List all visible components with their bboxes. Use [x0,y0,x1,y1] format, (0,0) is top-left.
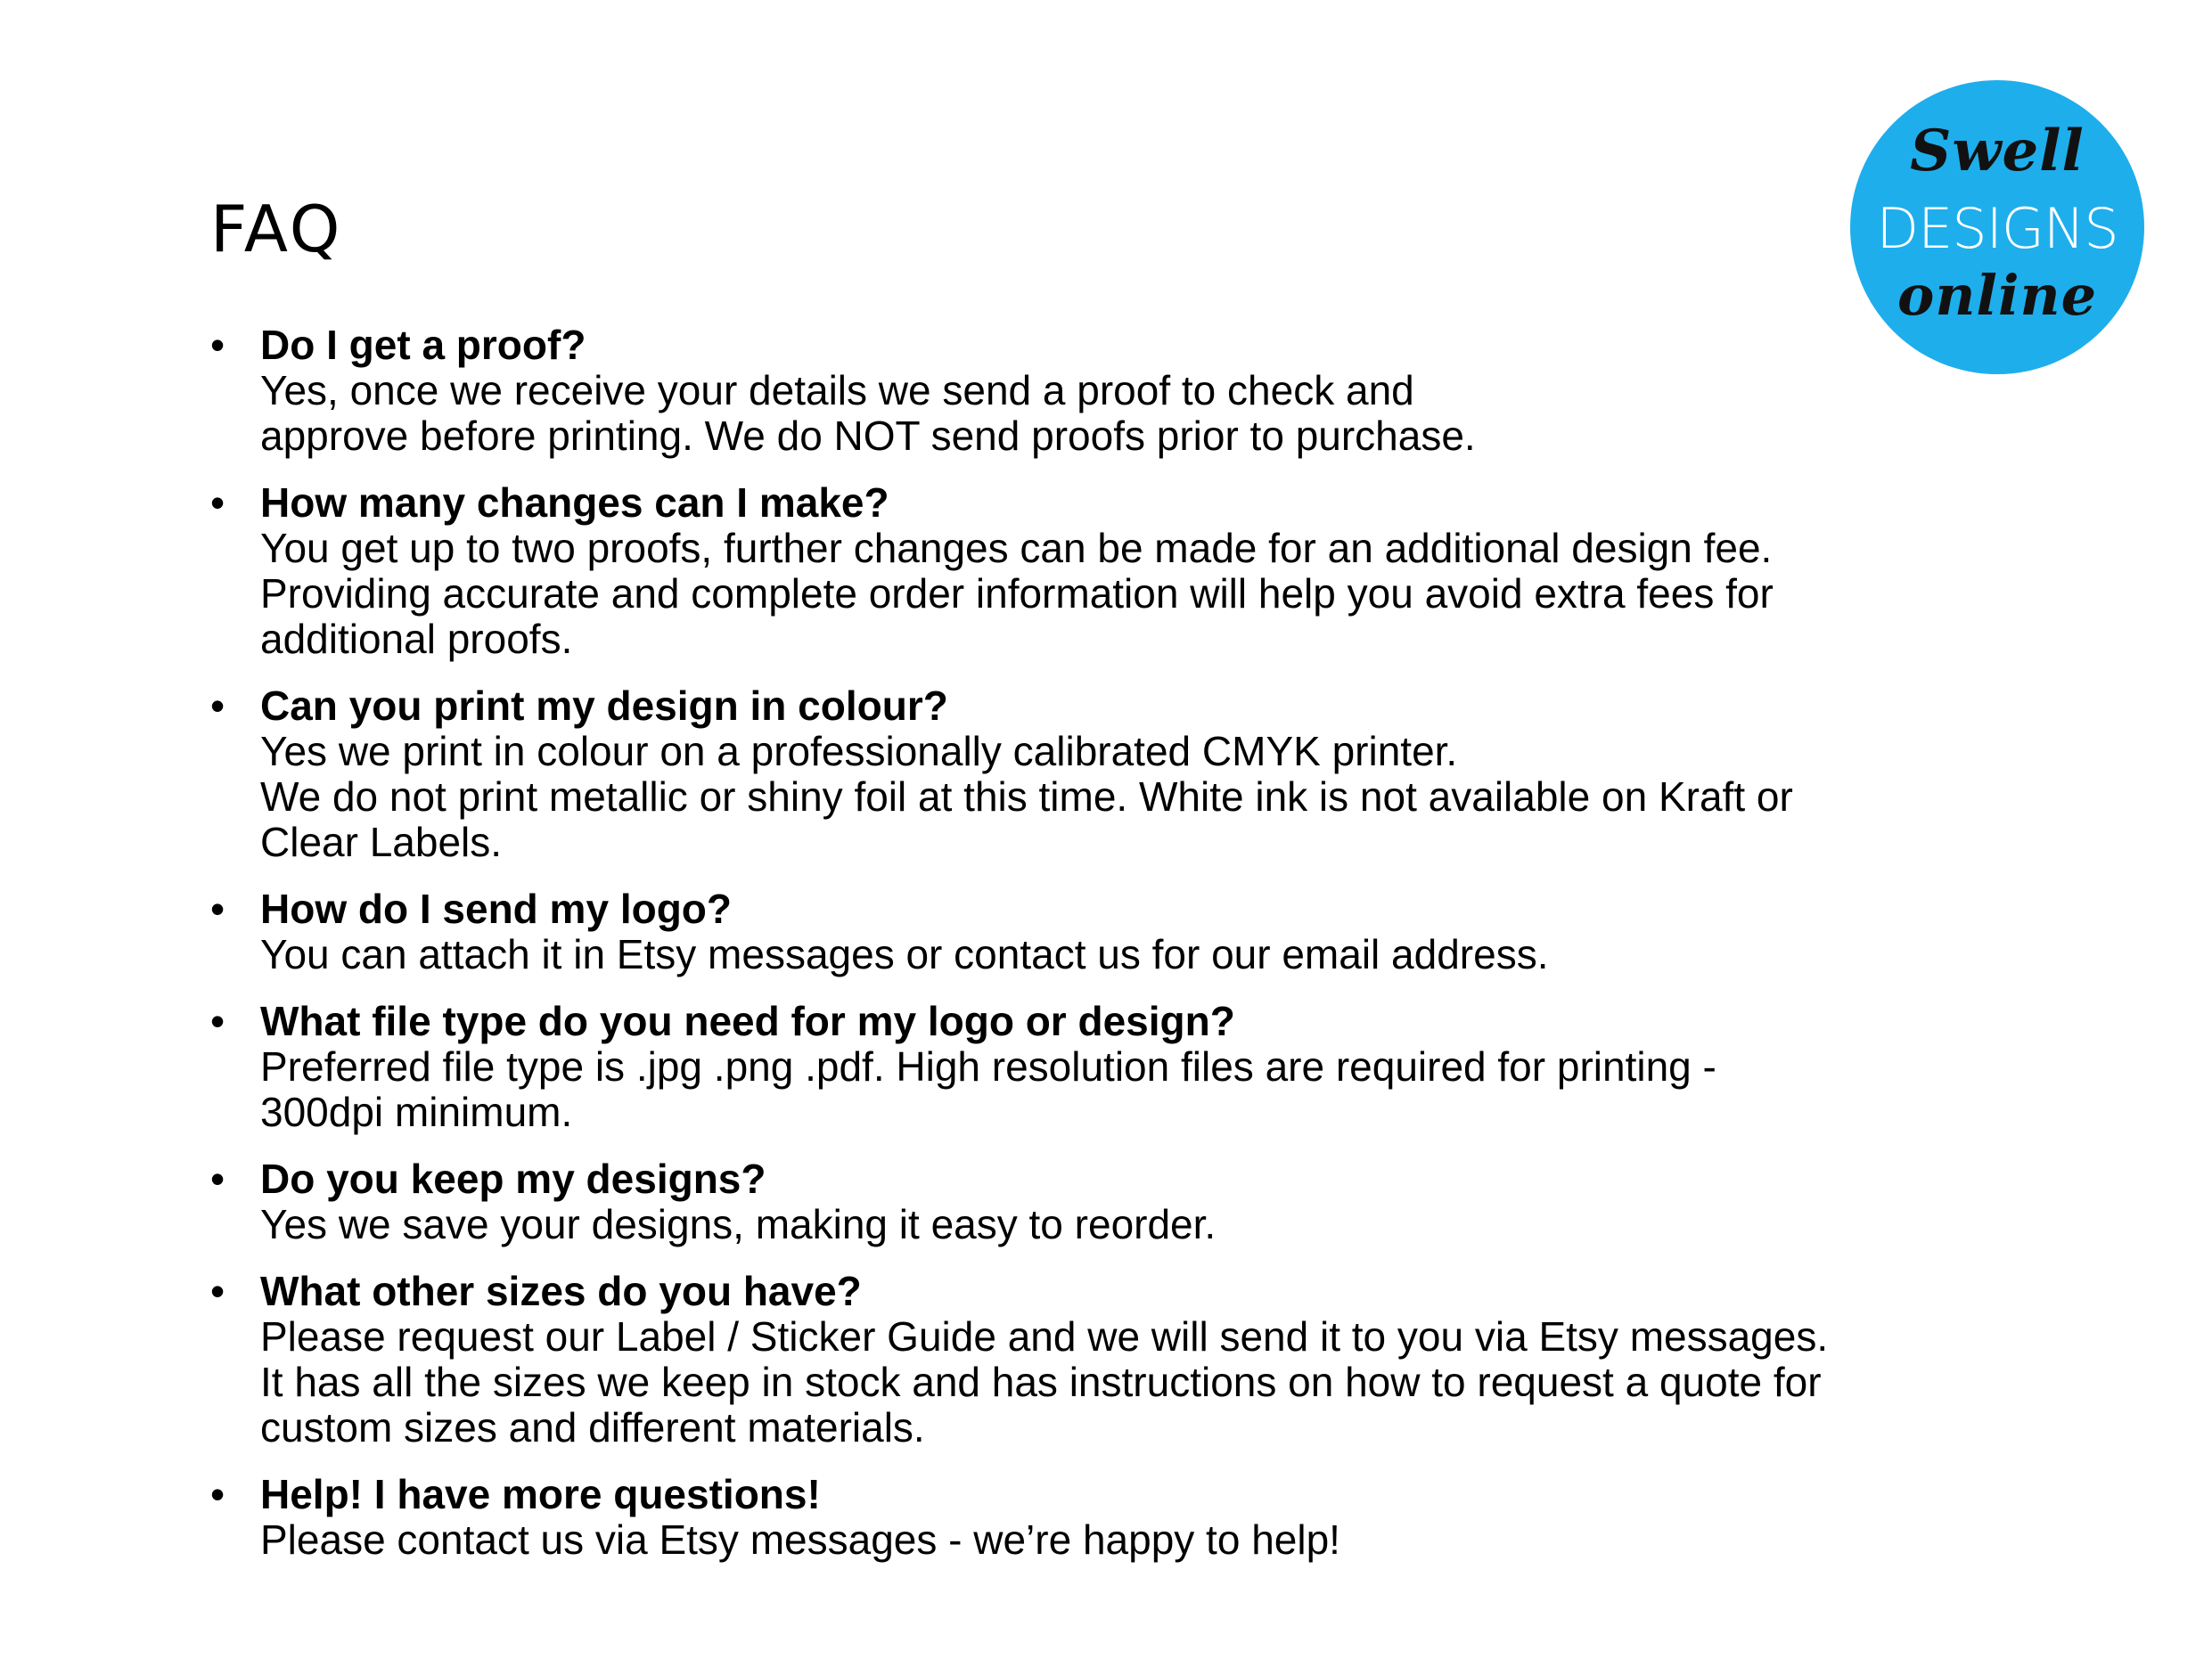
faq-answer-line: Please contact us via Etsy messages - we’re happy to help! [260,1516,1340,1563]
faq-question: Can you print my design in colour? [260,682,948,729]
faq-answer-line: Preferred file type is .jpg .png .pdf. High resolution files are required for printing - [260,1043,1716,1090]
faq-question: Do I get a proof? [260,322,586,368]
faq-question: What other sizes do you have? [260,1268,862,1314]
page-title: FAQ [210,192,343,266]
faq-answer-line: It has all the sizes we keep in stock and has instructions on how to request a quote for [260,1359,1822,1405]
faq-answer-line: Please request our Label / Sticker Guide and we will send it to you via Etsy messages. [260,1313,1829,1360]
faq-answer-line: You get up to two proofs, further changes can be made for an additional design fee. [260,525,1773,571]
faq-answer-line: custom sizes and different materials. [260,1404,925,1451]
faq-list [210,323,2028,1584]
faq-question: How many changes can I make? [260,479,889,526]
faq-answer-line: approve before printing. We do NOT send proofs prior to purchase. [260,413,1476,459]
faq-answer-line: 300dpi minimum. [260,1089,573,1135]
faq-item-keep-designs [210,1156,2028,1247]
faq-question: Help! I have more questions! [260,1471,821,1517]
faq-item-sizes [210,1269,2028,1451]
bullet-icon: • [210,479,225,526]
bullet-icon: • [210,1156,225,1202]
faq-item-changes [210,480,2028,662]
logo-text-swell: Swell [1910,118,2085,184]
faq-answer-line: Yes we save your designs, making it easy to reorder. [260,1201,1217,1247]
faq-question: What file type do you need for my logo or design? [260,998,1235,1044]
faq-item-colour [210,683,2028,865]
faq-answer-line: Clear Labels. [260,819,503,865]
faq-answer-line: We do not print metallic or shiny foil at this time. White ink is not available on Kraft or [260,773,1793,820]
faq-item-logo [210,887,2028,977]
bullet-icon: • [210,1268,225,1314]
logo-text-online: online [1897,263,2098,328]
faq-item-file-type [210,999,2028,1135]
faq-question: Do you keep my designs? [260,1156,766,1202]
bullet-icon: • [210,1471,225,1517]
faq-answer-line: Providing accurate and complete order information will help you avoid extra fees for [260,570,1774,617]
bullet-icon: • [210,998,225,1044]
faq-item-more-questions [210,1472,2028,1563]
faq-answer-line: Yes, once we receive your details we send a proof to check and [260,367,1414,413]
bullet-icon: • [210,886,225,932]
logo-text-designs: DESIGNS [1876,196,2118,261]
faq-answer-line: You can attach it in Etsy messages or contact us for our email address. [260,931,1549,977]
bullet-icon: • [210,322,225,368]
faq-question: How do I send my logo? [260,886,732,932]
bullet-icon: • [210,682,225,729]
faq-answer-line: Yes we print in colour on a professionally calibrated CMYK printer. [260,728,1458,774]
faq-item-proof [210,323,2028,459]
faq-answer-line: additional proofs. [260,616,573,662]
